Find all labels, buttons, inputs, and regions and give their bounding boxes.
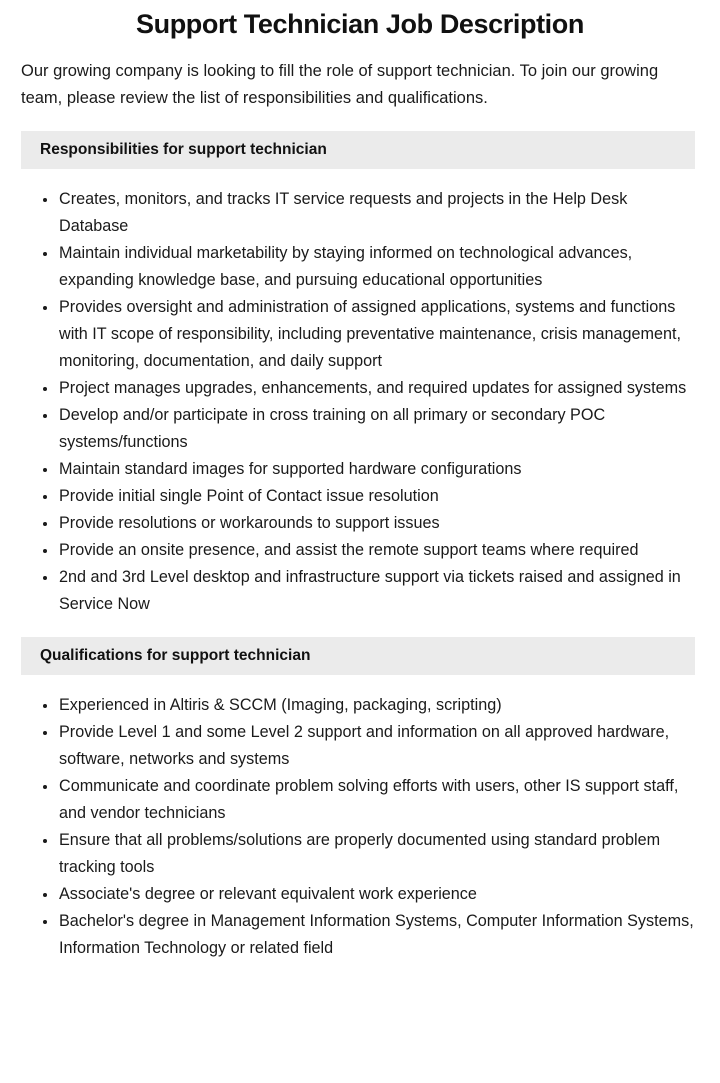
list-item: Project manages upgrades, enhancements, and required updates for assigned systems xyxy=(0,375,720,402)
section-qualifications xyxy=(0,637,720,962)
list-item: Creates, monitors, and tracks IT service requests and projects in the Help Desk Database xyxy=(0,186,720,240)
list-item: Experienced in Altiris & SCCM (Imaging, packaging, scripting) xyxy=(0,692,720,719)
intro-paragraph: Our growing company is looking to fill the role of support technician. To join our growing team, please review the list of responsibilities and qualifications. xyxy=(21,62,659,107)
list-item: Provides oversight and administration of assigned applications, systems and functions with IT scope of responsibility, including preventative maintenance, crisis management, monitoring, documentation, and daily support xyxy=(0,294,720,375)
list-item: Maintain individual marketability by staying informed on technological advances, expanding knowledge base, and pursuing educational opportunities xyxy=(0,240,720,294)
list-item: Associate's degree or relevant equivalent work experience xyxy=(0,881,720,908)
page-title: Support Technician Job Description xyxy=(136,9,584,39)
section-header-responsibilities: Responsibilities for support technician xyxy=(21,131,695,169)
list-item: Ensure that all problems/solutions are properly documented using standard problem tracking tools xyxy=(0,827,720,881)
list-item: Provide Level 1 and some Level 2 support and information on all approved hardware, software, networks and systems xyxy=(0,719,720,773)
list-item: Provide initial single Point of Contact issue resolution xyxy=(0,483,720,510)
list-item: Provide resolutions or workarounds to support issues xyxy=(0,510,720,537)
list-item: Develop and/or participate in cross training on all primary or secondary POC systems/functions xyxy=(0,402,720,456)
section-responsibilities xyxy=(0,131,720,618)
spacer xyxy=(0,675,720,692)
list-item: 2nd and 3rd Level desktop and infrastructure support via tickets raised and assigned in Service Now xyxy=(0,564,720,618)
list-item: Maintain standard images for supported hardware configurations xyxy=(0,456,720,483)
list-item: Bachelor's degree in Management Information Systems, Computer Information Systems, Information Technology or related field xyxy=(0,908,720,962)
qualifications-list xyxy=(0,692,720,962)
list-item: Communicate and coordinate problem solving efforts with users, other IS support staff, and vendor technicians xyxy=(0,773,720,827)
responsibilities-list xyxy=(0,186,720,618)
spacer xyxy=(0,169,720,186)
list-item: Provide an onsite presence, and assist the remote support teams where required xyxy=(0,537,720,564)
section-header-qualifications: Qualifications for support technician xyxy=(21,637,695,675)
